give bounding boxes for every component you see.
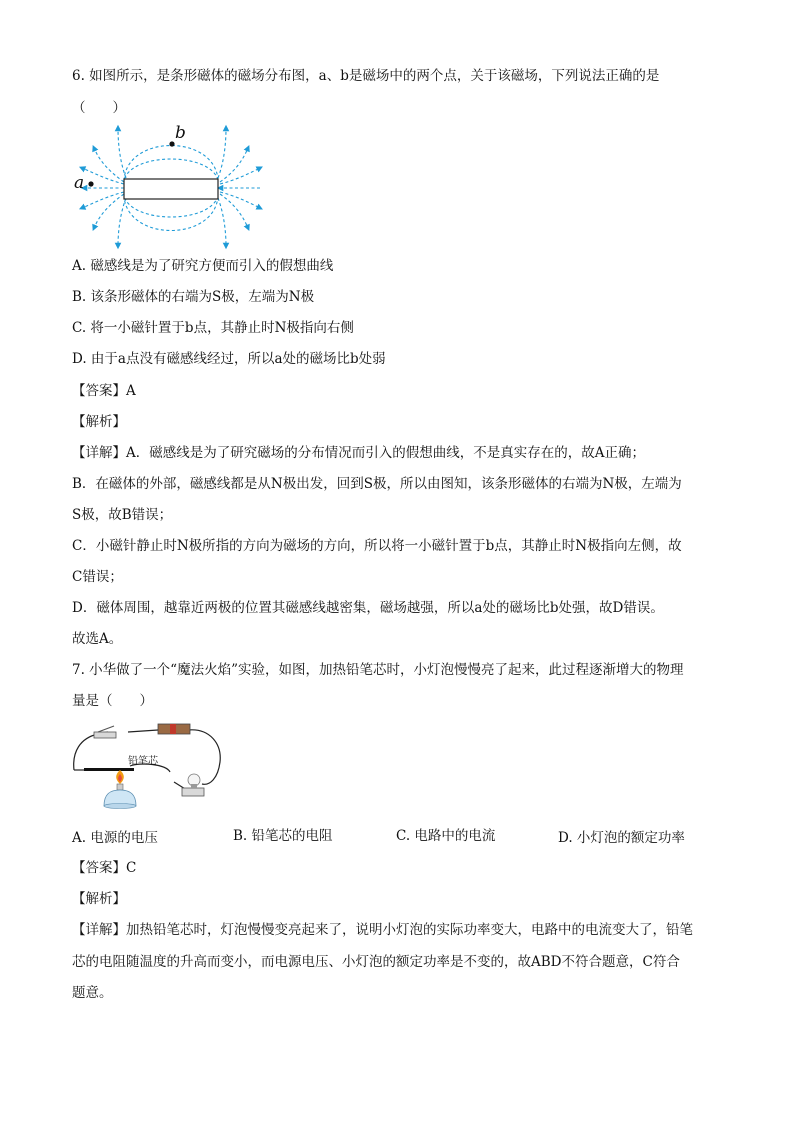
q7-option-c: C. 电路中的电流 (396, 828, 496, 844)
q7-stem-line1: 7. 小华做了一个“魔法火焰”实验，如图，加热铅笔芯时，小灯泡慢慢亮了起来，此过程逐渐增大的物理 (72, 662, 684, 678)
q6-detail-line: C．小磁针静止时N极所指的方向为磁场的方向，所以将一小磁针置于b点，其静止时N极指向左侧，故 (72, 538, 682, 554)
q6-option-d: D. 由于a点没有磁感线经过，所以a处的磁场比b处弱 (72, 351, 386, 367)
q6-detail-line: D．磁体周围，越靠近两极的位置其磁感线越密集，磁场越强，所以a处的磁场比b处强，故D错误。 (72, 600, 664, 616)
q6-analysis-title: 【解析】 (72, 414, 126, 430)
q6-detail-line: B．在磁体的外部，磁感线都是从N极出发，回到S极，所以由图知，该条形磁体的右端为N极，左端为 (72, 476, 682, 492)
q7-analysis-title: 【解析】 (72, 891, 126, 907)
q6-stem-line1: 6. 如图所示，是条形磁体的磁场分布图，a、b是磁场中的两个点，关于该磁场，下列说法正确的是 (72, 68, 660, 84)
q6-answer: 【答案】A (72, 383, 136, 399)
q7-stem-line2: 量是（ ） (72, 693, 153, 709)
q6-detail-line: S极，故B错误； (72, 507, 173, 523)
q6-detail-line: 故选A。 (72, 631, 123, 647)
q6-option-a: A. 磁感线是为了研究方便而引入的假想曲线 (72, 258, 334, 274)
bar-magnet-field-figure (70, 122, 270, 250)
q7-option-d: D. 小灯泡的额定功率 (558, 830, 685, 846)
q7-answer: 【答案】C (72, 860, 137, 876)
point-a-label: a (74, 173, 85, 193)
q7-detail-line: 【详解】加热铅笔芯时，灯泡慢慢变亮起来了，说明小灯泡的实际功率变大，电路中的电流变大了，铅笔 (72, 922, 693, 938)
q6-detail-line: C错误； (72, 569, 123, 585)
q6-option-b: B. 该条形磁体的右端为S极，左端为N极 (72, 289, 315, 305)
pencil-lead-circuit-figure (70, 722, 224, 812)
q7-option-b: B. 铅笔芯的电阻 (233, 828, 333, 844)
q7-detail-line: 芯的电阻随温度的升高而变小，而电源电压、小灯泡的额定功率是不变的，故ABD不符合题意，C符合 (72, 954, 680, 970)
pencil-lead-label: 铅笔芯 (128, 756, 158, 767)
q6-option-c: C. 将一小磁针置于b点，其静止时N极指向右侧 (72, 320, 354, 336)
point-b-label: b (175, 123, 186, 143)
q7-detail-line: 题意。 (72, 985, 113, 1001)
q6-detail-line: 【详解】A．磁感线是为了研究磁场的分布情况而引入的假想曲线，不是真实存在的，故A正确； (72, 445, 645, 461)
q7-option-a: A. 电源的电压 (72, 830, 158, 846)
q6-stem-line2: （ ） (72, 100, 126, 116)
